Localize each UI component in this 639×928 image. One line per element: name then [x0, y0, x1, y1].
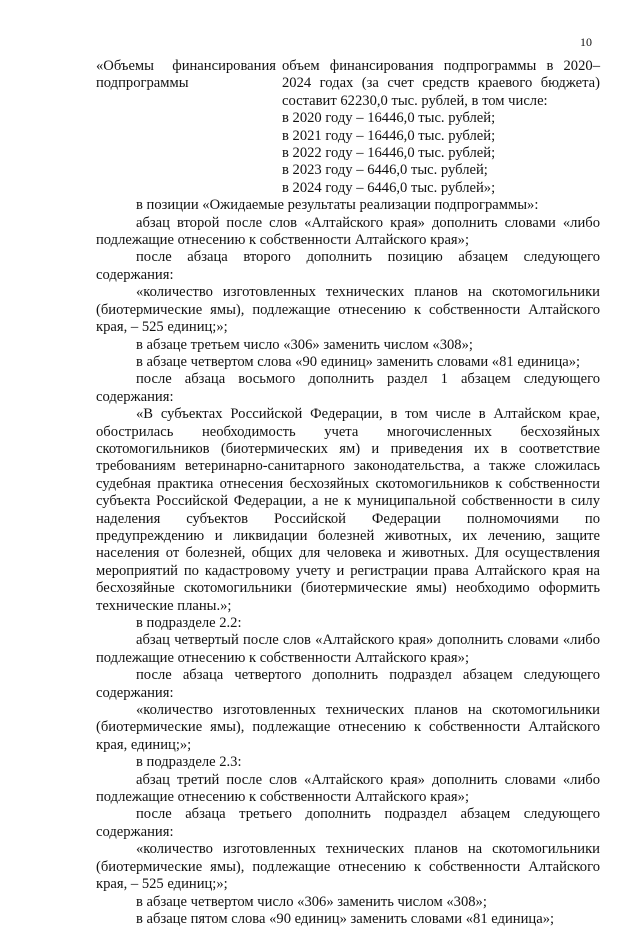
paragraph: «В субъектах Российской Федерации, в том числе в Алтайском крае, обострилась необходимость учета многочисленных бесхозяйных скотомогильников (биотермических ям) и приведения их в соответствие требованиям ветеринарно-санитарного законодательства, а также сложилась судебная практика отнесения бесхозяйных скотомогильников к собственности субъекта Российской Федерации, а не к муниципальной собственности в силу наделения субъектов Российской Федерации полномочиями по предупреждению и ликвидации болезней животных, их лечению, защите населения от болезней, общих для человека и животных. Для осуществления мероприятий по кадастровому учету и регистрации права Алтайского края на бесхозяйные скотомогильники (биотермические ямы) необходимо оформить технические планы.»; — [96, 406, 600, 614]
passport-table-row — [96, 58, 600, 197]
financing-year-line: в 2023 году – 6446,0 тыс. рублей; — [282, 162, 488, 179]
paragraph: «количество изготовленных технических планов на скотомогильники (биотермические ямы), подлежащие отнесению к собственности Алтайского края, единиц;»; — [96, 702, 600, 753]
paragraph: абзац третий после слов «Алтайского края» дополнить словами «либо подлежащие отнесению к собственности Алтайского края»; — [96, 771, 600, 806]
paragraph: после абзаца третьего дополнить подраздел абзацем следующего содержания: — [96, 806, 600, 840]
passport-row-label: «Объемы финансирования подпрограммы — [96, 58, 276, 92]
paragraph: в абзаце третьем число «306» заменить числом «308»; — [136, 336, 473, 353]
paragraph: в абзаце четвертом число «306» заменить числом «308»; — [136, 893, 487, 910]
paragraph: абзац второй после слов «Алтайского края» дополнить словами «либо подлежащие отнесению к собственности Алтайского края»; — [96, 214, 600, 249]
passport-row-value — [282, 58, 600, 197]
financing-intro: объем финансирования подпрограммы в 2020–2024 годах (за счет средств краевого бюджета) составит 62230,0 тыс. рублей, в том числе: — [282, 58, 600, 109]
paragraph: «количество изготовленных технических планов на скотомогильники (биотермические ямы), подлежащие отнесению к собственности Алтайского края, – 525 единиц;»; — [96, 841, 600, 893]
paragraph: в подразделе 2.3: — [136, 754, 242, 771]
paragraph: после абзаца четвертого дополнить подраздел абзацем следующего содержания: — [96, 667, 600, 701]
paragraph: в подразделе 2.2: — [136, 615, 242, 631]
paragraph: абзац четвертый после слов «Алтайского края» дополнить словами «либо подлежащие отнесению к собственности Алтайского края»; — [96, 632, 600, 666]
page-number: 10 — [580, 35, 592, 49]
financing-year-line: в 2021 году – 16446,0 тыс. рублей; — [282, 127, 496, 144]
paragraph: после абзаца восьмого дополнить раздел 1 абзацем следующего содержания: — [96, 371, 600, 405]
paragraph: в абзаце пятом слова «90 единиц» заменить словами «81 единица»; — [136, 910, 555, 927]
financing-year-line: в 2022 году – 16446,0 тыс. рублей; — [282, 145, 496, 162]
document-body — [96, 58, 600, 928]
paragraph: в абзаце четвертом слова «90 единиц» заменить словами «81 единица»; — [136, 353, 581, 370]
paragraph: после абзаца второго дополнить позицию абзацем следующего содержания: — [96, 249, 600, 283]
paragraph: в позиции «Ожидаемые результаты реализации подпрограммы»: — [136, 197, 539, 214]
financing-year-line: в 2024 году – 6446,0 тыс. рублей»; — [282, 179, 496, 196]
financing-year-line: в 2020 году – 16446,0 тыс. рублей; — [282, 110, 496, 127]
paragraph: «количество изготовленных технических планов на скотомогильники (биотермические ямы), подлежащие отнесению к собственности Алтайского края, – 525 единиц;»; — [96, 284, 600, 336]
